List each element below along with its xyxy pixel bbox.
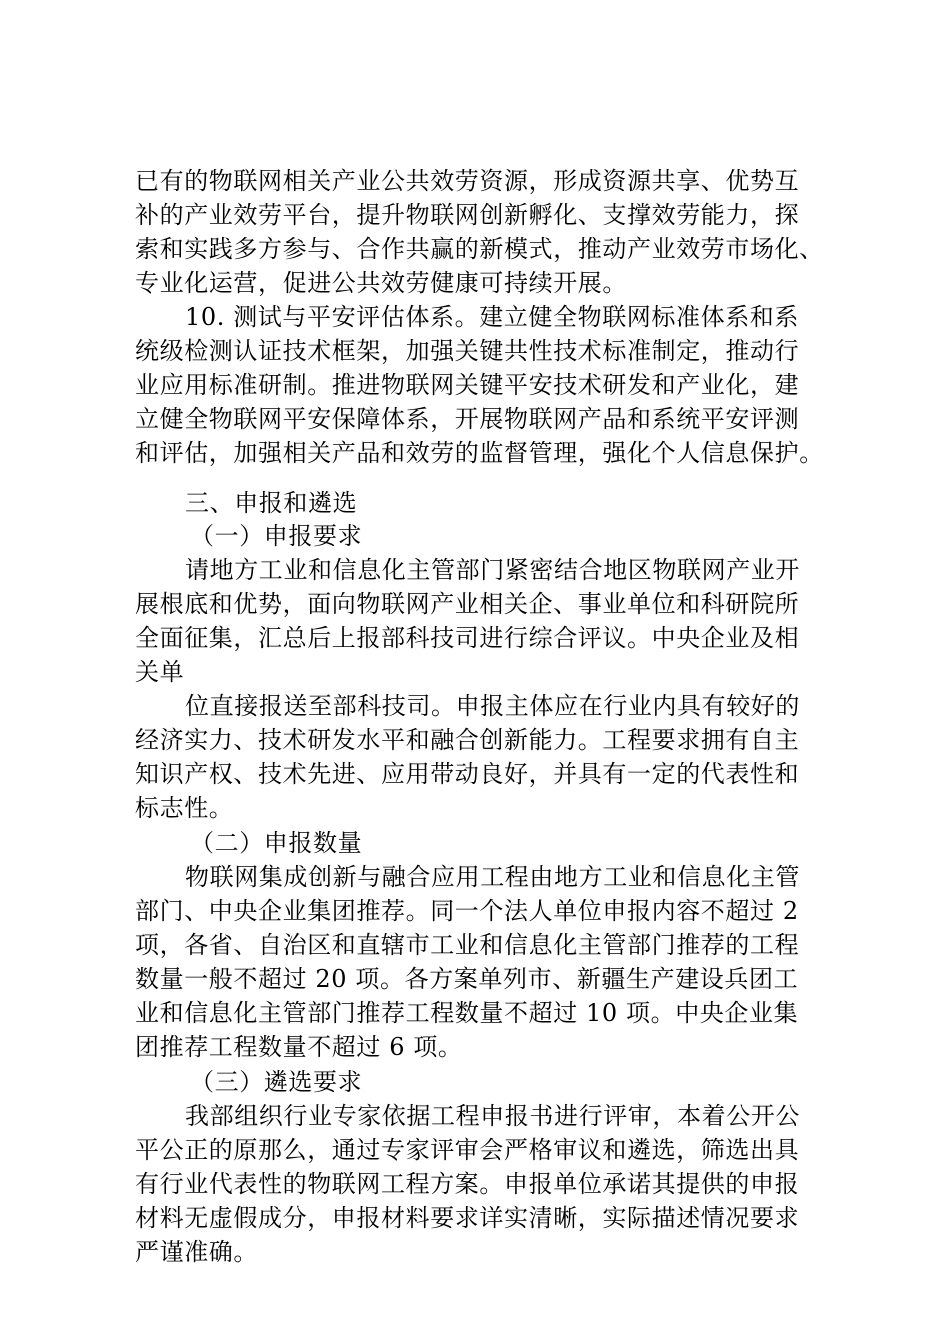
text-line: 部门、中央企业集团推荐。同一个法人单位申报内容不超过 2 [135, 897, 799, 925]
subsection-heading: （三）遴选要求 [190, 1068, 363, 1096]
text-line: 位直接报送至部科技司。申报主体应在行业内具有较好的 [185, 692, 800, 720]
text-line: 数量一般不超过 20 项。各方案单列市、新疆生产建设兵团工 [135, 965, 799, 993]
text-line: 材料无虚假成分，申报材料要求详实清晰，实际描述情况要求 [135, 1204, 800, 1232]
text-line: 知识产权、技术先进、应用带动良好，并具有一定的代表性和 [135, 760, 800, 788]
text-line: 请地方工业和信息化主管部门紧密结合地区物联网产业开 [185, 556, 800, 584]
text-line: 物联网集成创新与融合应用工程由地方工业和信息化主管 [185, 863, 800, 891]
text-line: 展根底和优势，面向物联网产业相关企、事业单位和科研院所 [135, 590, 800, 618]
text-line: 平公正的原那么，通过专家评审会严格审议和遴选，筛选出具 [135, 1136, 800, 1164]
text-line: 业和信息化主管部门推荐工程数量不超过 10 项。中央企业集 [135, 999, 799, 1027]
text-line: 我部组织行业专家依据工程申报书进行评审，本着公开公 [185, 1102, 800, 1130]
text-line: 业应用标准研制。推进物联网关键平安技术研发和产业化，建 [135, 371, 800, 399]
text-line: 立健全物联网平安保障体系，开展物联网产品和系统平安评测 [135, 405, 800, 433]
text-line: 统级检测认证技术框架，加强关键共性技术标准制定，推动行 [135, 337, 800, 365]
subsection-heading: （二）申报数量 [190, 829, 363, 857]
text-line: 团推荐工程数量不超过 6 项。 [135, 1033, 463, 1061]
text-line: 专业化运营，促进公共效劳健康可持续开展。 [135, 269, 627, 297]
text-line: 有行业代表性的物联网工程方案。申报单位承诺其提供的申报 [135, 1170, 800, 1198]
text-line: 严谨准确。 [135, 1238, 258, 1266]
text-line: 补的产业效劳平台，提升物联网创新孵化、支撑效劳能力，探 [135, 201, 800, 229]
subsection-heading: （一）申报要求 [190, 522, 363, 550]
text-line: 全面征集，汇总后上报部科技司进行综合评议。中央企业及相 [135, 624, 800, 652]
text-line: 关单 [135, 658, 185, 686]
text-line: 经济实力、技术研发水平和融合创新能力。工程要求拥有自主 [135, 726, 800, 754]
text-line: 和评估，加强相关产品和效劳的监督管理，强化个人信息保护。 [135, 439, 824, 467]
text-line: 标志性。 [135, 794, 234, 822]
text-line: 10. 测试与平安评估体系。建立健全物联网标准体系和系 [185, 303, 799, 331]
section-heading: 三、申报和遴选 [185, 489, 358, 517]
text-line: 索和实践多方参与、合作共赢的新模式，推动产业效劳市场化、 [135, 235, 824, 263]
text-line: 已有的物联网相关产业公共效劳资源，形成资源共享、优势互 [135, 167, 800, 195]
text-line: 项，各省、自治区和直辖市工业和信息化主管部门推荐的工程 [135, 931, 800, 959]
